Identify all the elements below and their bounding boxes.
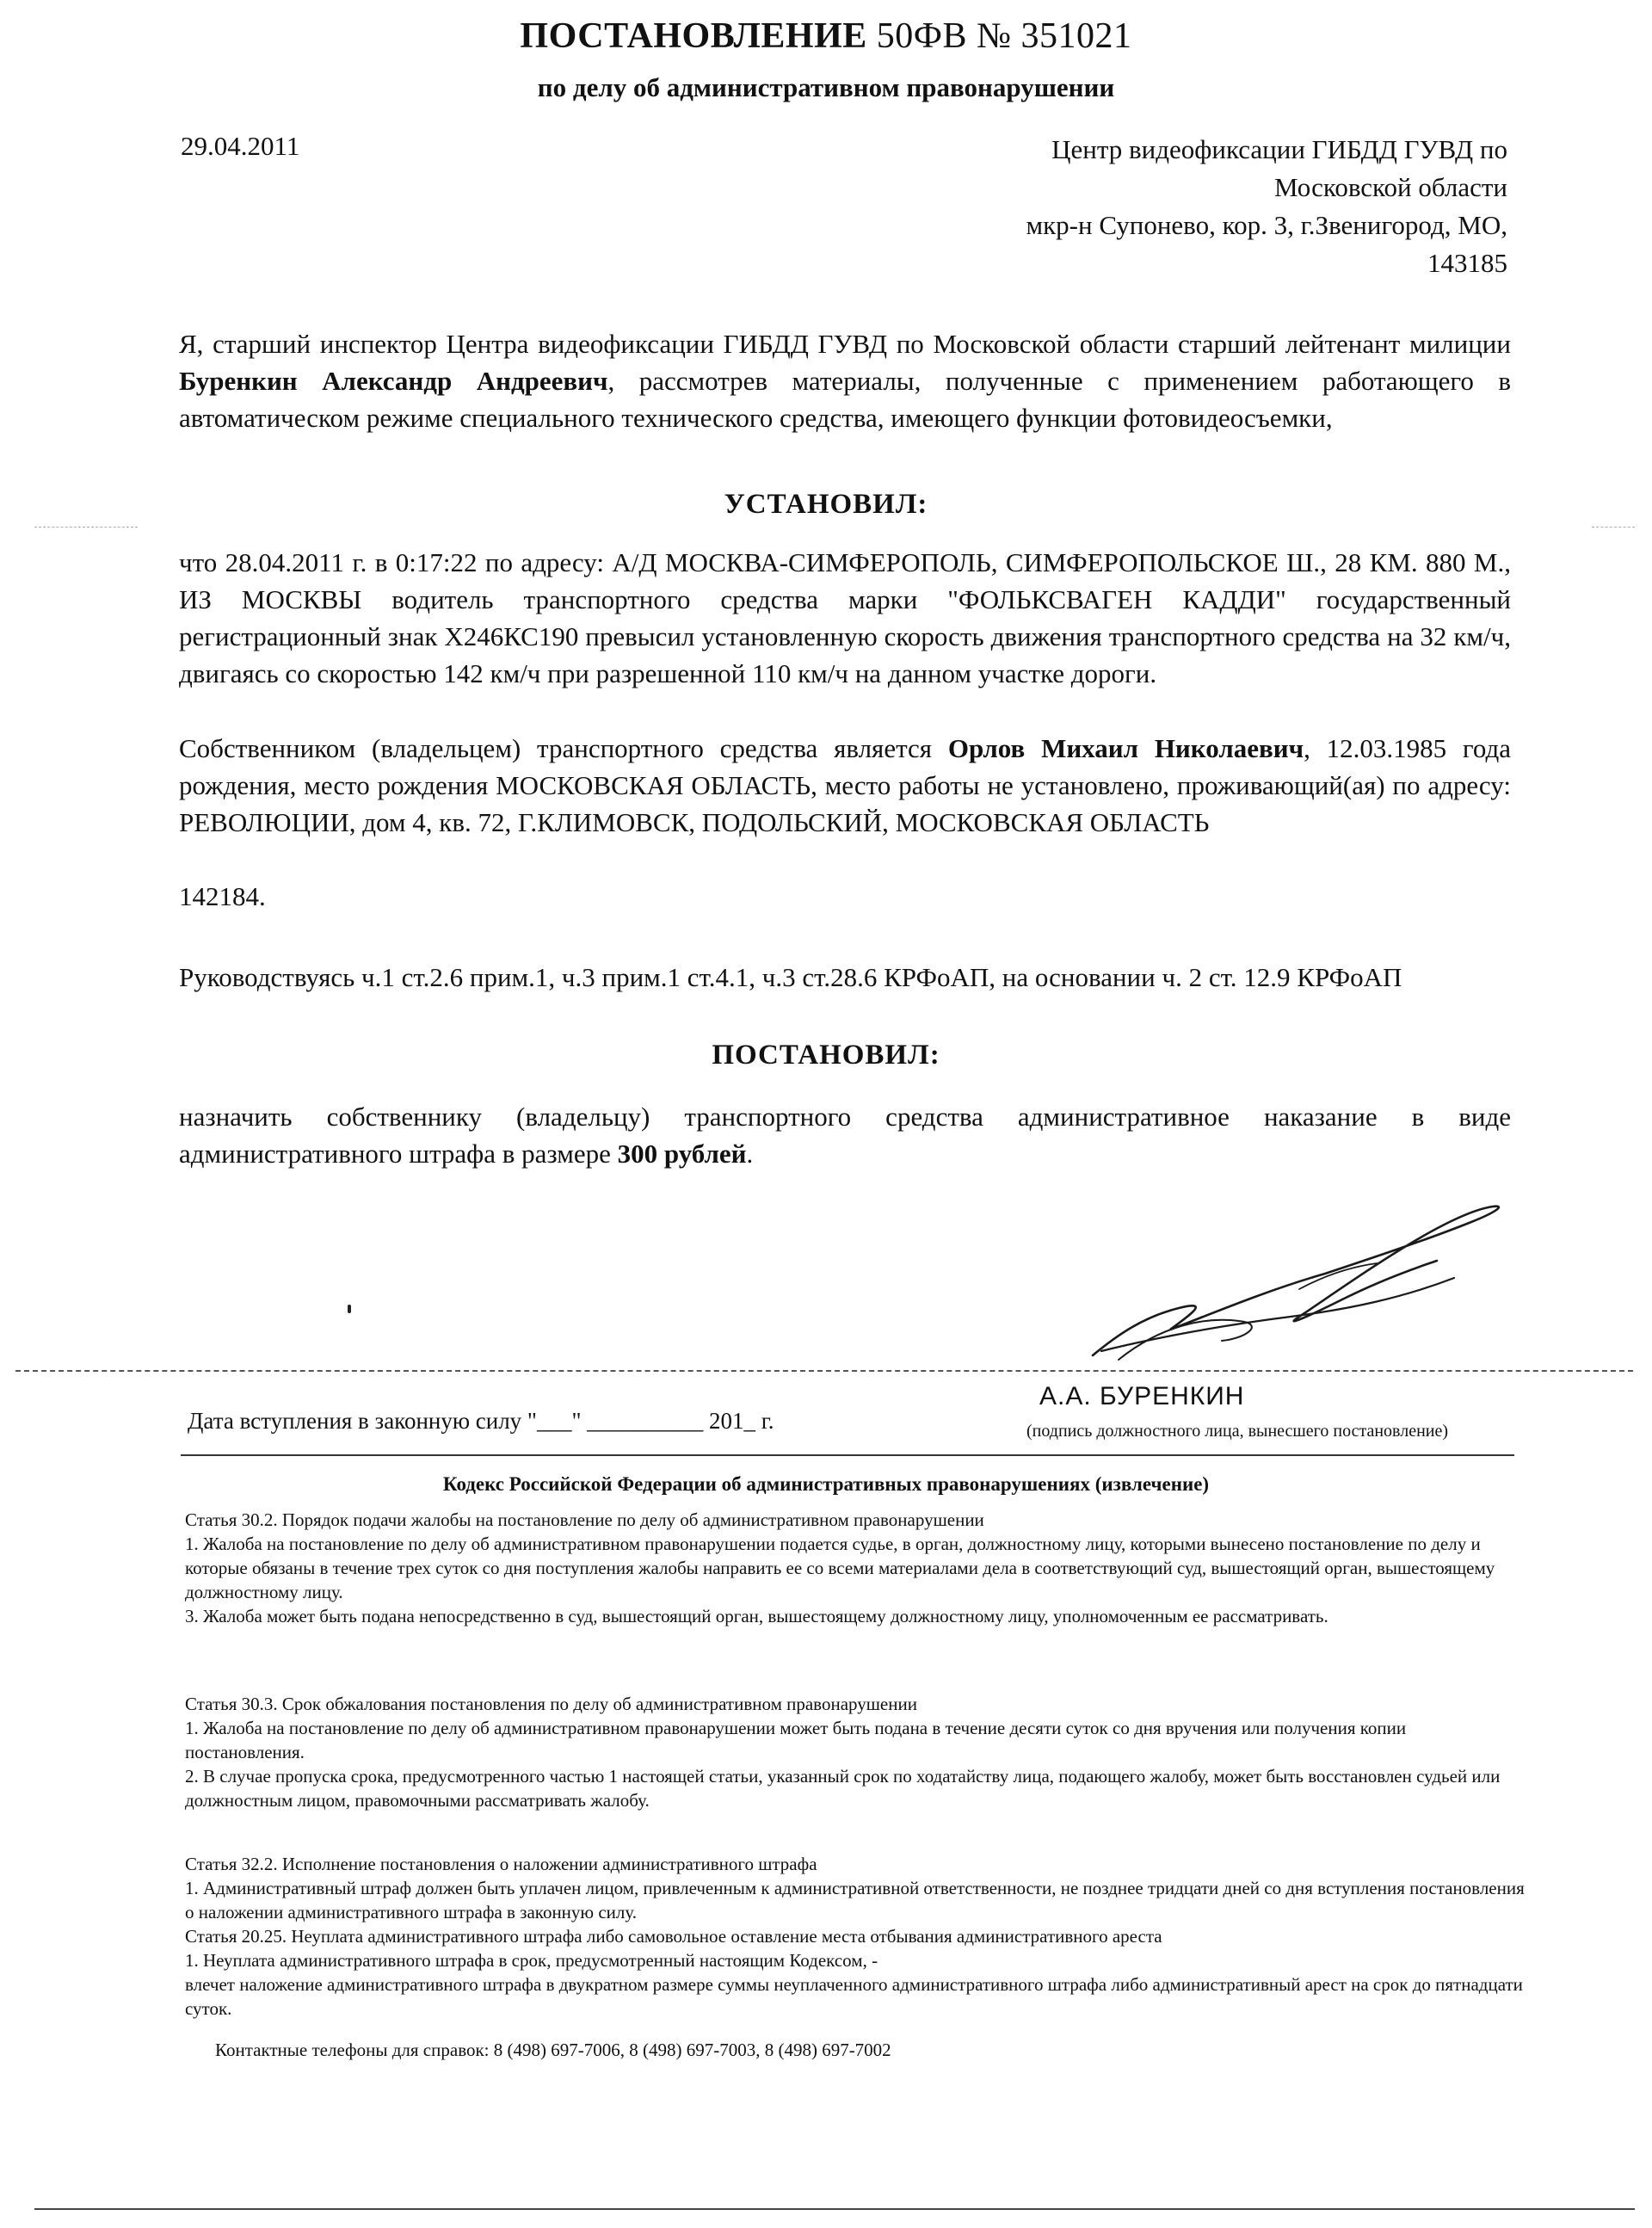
law-line: 1. Жалоба на постановление по делу об административном правонарушении подается судье, в орган, должностному лицу, которыми вынесено постановление по делу и которые обязаны в течение трех суток со дня поступления жалобы направить ее со всеми материалами дела в соответствующий суд, вышестоящий орган, вышестоящему должностному лицу. <box>185 1534 1495 1602</box>
established-paragraph: что 28.04.2011 г. в 0:17:22 по адресу: А/Д МОСКВА-СИМФЕРОПОЛЬ, СИМФЕРОПОЛЬСКОЕ Ш., 28 КМ. 880 М., ИЗ МОСКВЫ водитель транспортного средства марки "ФОЛЬКСВАГЕН КАДДИ" государственный регистрационный знак Х246КС190 превысил установленную скорость движения транспортного средства на 32 км/ч, двигаясь со скоростью 142 км/ч при разрешенной 110 км/ч на данном участке дороги. <box>179 547 1511 688</box>
law-line: 2. В случае пропуска срока, предусмотренного частью 1 настоящей статьи, указанный срок по ходатайству лица, подающего жалобу, может быть восстановлен судьей или должностным лицом, правомочными рассматривать жалобу. <box>185 1766 1501 1811</box>
legal-basis-paragraph: Руководствуясь ч.1 ст.2.6 прим.1, ч.3 прим.1 ст.4.1, ч.3 ст.28.6 КРФоАП, на основании ч. 2 ст. 12.9 КРФоАП <box>179 962 1402 992</box>
document-title <box>0 15 1652 57</box>
authority-line: Московской области <box>1274 172 1507 202</box>
law-line: 1. Неуплата административного штрафа в срок, предусмотренный настоящим Кодексом, - <box>185 1950 878 1971</box>
law-divider <box>181 1454 1514 1456</box>
law-line: Статья 30.2. Порядок подачи жалобы на постановление по делу об административном правонарушении <box>185 1509 984 1530</box>
document-subtitle: по делу об административном правонарушении <box>537 72 1115 102</box>
contact-phones: Контактные телефоны для справок: 8 (498) 697-7006, 8 (498) 697-7003, 8 (498) 697-7002 <box>215 2040 891 2060</box>
resolved-text: назначить собственнику (владельцу) транспортного средства административное наказание в виде административного штрафа в размере <box>179 1102 1511 1169</box>
fine-amount: 300 рублей <box>617 1139 747 1169</box>
law-article-32-2 <box>185 1852 1527 2021</box>
intro-text-rest: , рассмотрев материалы, полученные с применением работающего в автоматическом режиме специального технического средства, имеющего функции фотовидеосъемки, <box>179 366 1511 433</box>
section-divider <box>15 1370 1633 1372</box>
resolved-heading: ПОСТАНОВИЛ: <box>712 1040 940 1071</box>
law-excerpt-title: Кодекс Российской Федерации об административных правонарушениях (извлечение) <box>442 1473 1210 1495</box>
scan-artifact <box>34 527 138 528</box>
intro-paragraph <box>179 325 1511 436</box>
owner-postcode: 142184. <box>179 881 266 911</box>
law-line: влечет наложение административного штрафа в двукратном размере суммы неуплаченного административного штрафа либо административный арест на срок до пятнадцати суток. <box>185 1974 1523 2019</box>
page-bottom-edge <box>34 2208 1635 2210</box>
established-heading: УСТАНОВИЛ: <box>724 489 928 520</box>
intro-text: Я, старший инспектор Центра видеофиксации ГИБДД ГУВД по Московской области старший лейтенант милиции <box>179 329 1511 359</box>
scan-mark <box>348 1305 351 1313</box>
resolved-text-end: . <box>746 1139 754 1169</box>
law-line: Статья 32.2. Исполнение постановления о наложении административного штрафа <box>185 1854 817 1874</box>
handwritten-signature <box>1067 1188 1514 1377</box>
authority-line: мкр-н Супонево, кор. 3, г.Звенигород, МО, <box>1026 210 1507 240</box>
document-date: 29.04.2011 <box>181 131 300 161</box>
authority-address <box>733 131 1507 282</box>
resolved-paragraph <box>179 1098 1511 1172</box>
law-line: 1. Административный штраф должен быть уплачен лицом, привлеченным к административной ответственности, не позднее тридцати дней со дня вступления постановления о наложении административного штрафа в законную силу. <box>185 1878 1525 1922</box>
inspector-name: Буренкин Александр Андреевич <box>179 366 608 396</box>
signature-caption: (подпись должностного лица, вынесшего постановление) <box>1026 1422 1449 1441</box>
title-word: ПОСТАНОВЛЕНИЕ <box>520 16 867 56</box>
law-line: 3. Жалоба может быть подана непосредственно в суд, вышестоящий орган, вышестоящему должностному лицу, уполномоченным ее рассматривать. <box>185 1606 1328 1626</box>
title-number: 50ФВ № 351021 <box>876 16 1132 56</box>
law-article-30-2 <box>185 1508 1527 1628</box>
authority-line: Центр видеофиксации ГИБДД ГУВД по <box>1051 134 1507 164</box>
law-line: Статья 30.3. Срок обжалования постановления по делу об административном правонарушении <box>185 1694 917 1714</box>
law-line: 1. Жалоба на постановление по делу об административном правонарушении может быть подана в течение десяти суток со дня вручения или получения копии постановления. <box>185 1718 1407 1762</box>
signatory-name: А.А. БУРЕНКИН <box>1039 1382 1245 1410</box>
authority-line: 143185 <box>1427 248 1507 278</box>
law-article-30-3 <box>185 1692 1527 1812</box>
law-line: Статья 20.25. Неуплата административного штрафа либо самовольное оставление места отбывания административного ареста <box>185 1926 1162 1947</box>
owner-paragraph <box>179 730 1511 841</box>
entry-into-force-date: Дата вступления в законную силу "___" __________ 201_ г. <box>188 1408 774 1434</box>
owner-details: , 12.03.1985 года рождения, место рождения МОСКОВСКАЯ ОБЛАСТЬ, место работы не установлено, проживающий(ая) по адресу: РЕВОЛЮЦИИ, дом 4, кв. 72, Г.КЛИМОВСК, ПОДОЛЬСКИЙ, МОСКОВСКАЯ ОБЛАСТЬ <box>179 733 1511 837</box>
scan-artifact <box>1592 527 1635 528</box>
owner-name: Орлов Михаил Николаевич <box>947 733 1304 763</box>
owner-prefix: Собственником (владельцем) транспортного средства является <box>179 733 948 763</box>
